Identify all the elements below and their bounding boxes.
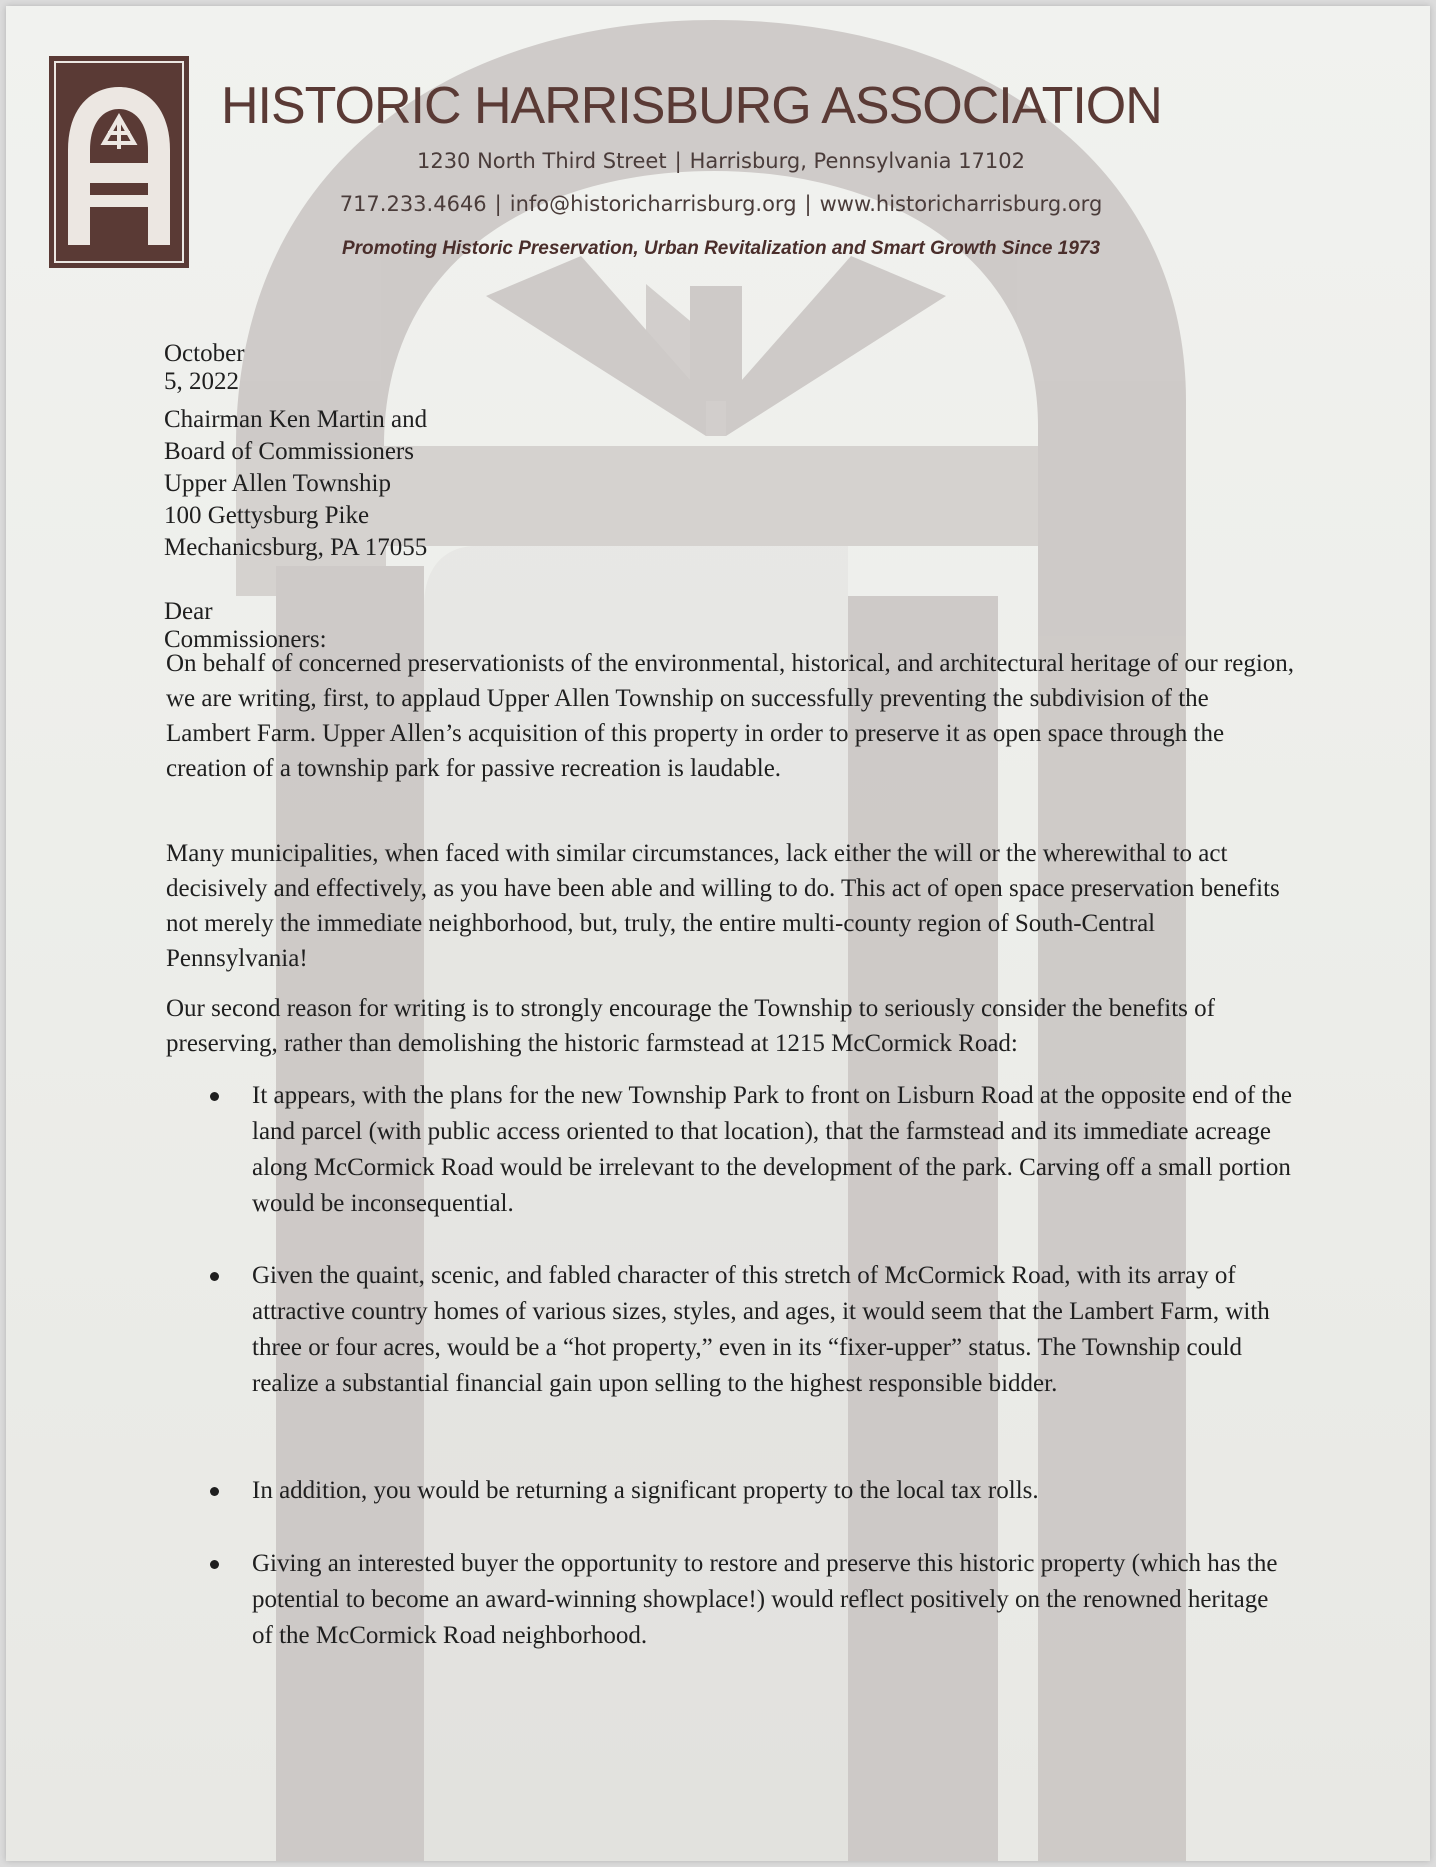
letter-page: [6, 6, 1430, 1861]
address-line: 1230 North Third Street | Harrisburg, Pennsylvania 17102: [416, 149, 1026, 173]
recipient-block: [164, 404, 427, 564]
bullet-dot-icon: [210, 1092, 219, 1101]
historic-harrisburg-h-arch-logo-icon: [48, 55, 190, 269]
salutation: Dear Commissioners:: [164, 598, 327, 653]
street-address: 1230 North Third Street: [416, 149, 667, 173]
website-link[interactable]: www.historicharrisburg.org: [819, 192, 1103, 216]
paragraph: Many municipalities, when faced with similar circumstances, lack either the will or the wherewithal to act decisively and effectively, as you have been able and willing to do. This act of open space preservation benefits not merely the immediate neighborhood, but, truly, the entire multi-county region of South-Central Pennsylvania!: [166, 840, 1280, 972]
recipient-line: Board of Commissioners: [164, 438, 414, 465]
list-item-text: Giving an interested buyer the opportunity to restore and preserve this historic property (which has the potential to become an award-winning showplace!) would reflect positively on the renowned heritage of the McCormick Road neighborhood.: [252, 1550, 1278, 1649]
phone-number: 717.233.4646: [339, 192, 487, 216]
org-name: HISTORIC HARRISBURG ASSOCIATION: [221, 77, 1162, 135]
list-item: [252, 1546, 1292, 1654]
paragraph: Our second reason for writing is to strongly encourage the Township to seriously consider the benefits of preserving, rather than demolishing the historic farmstead at 1215 McCormick Road:: [166, 995, 1215, 1057]
list-item: [252, 1473, 1292, 1509]
list-item: [252, 1258, 1292, 1402]
letter-date: October 5, 2022: [164, 340, 245, 395]
contact-line: 717.233.4646 | info@historicharrisburg.org | www.historicharrisburg.org: [339, 192, 1103, 216]
city-state-zip: Harrisburg, Pennsylvania 17102: [689, 149, 1026, 173]
recipient-line: Upper Allen Township: [164, 470, 391, 497]
bullet-dot-icon: [210, 1272, 219, 1281]
recipient-line: Chairman Ken Martin and: [164, 406, 428, 433]
list-item-text: Given the quaint, scenic, and fabled character of this stretch of McCormick Road, with its array of attractive country homes of various sizes, styles, and ages, it would seem that the Lambert Farm, with three or four acres, would be a “hot property,” even in its “fixer-upper” status. The Township could realize a substantial financial gain upon selling to the highest responsible bidder.: [252, 1262, 1270, 1397]
list-item-text: In addition, you would be returning a significant property to the local tax rolls.: [252, 1477, 1039, 1504]
list-item: [252, 1078, 1292, 1222]
email-link[interactable]: info@historicharrisburg.org: [509, 192, 797, 216]
tagline: Promoting Historic Preservation, Urban Revitalization and Smart Growth Since 1973: [341, 238, 1101, 259]
bullet-dot-icon: [210, 1560, 219, 1569]
list-item-text: It appears, with the plans for the new Township Park to front on Lisburn Road at the opposite end of the land parcel (with public access oriented to that location), that the farmstead and its immediate acreage along McCormick Road would be irrelevant to the development of the park. Carving off a small portion would be inconsequential.: [252, 1082, 1292, 1217]
recipient-line: 100 Gettysburg Pike: [164, 502, 370, 529]
paragraph: On behalf of concerned preservationists of the environmental, historical, and architectural heritage of our region, we are writing, first, to applaud Upper Allen Township on successfully preventing the subdivision of the Lambert Farm. Upper Allen’s acquisition of this property in order to preserve it as open space through the creation of a township park for passive recreation is laudable.: [166, 650, 1295, 782]
recipient-line: Mechanicsburg, PA 17055: [164, 534, 428, 561]
bullet-dot-icon: [210, 1487, 219, 1496]
